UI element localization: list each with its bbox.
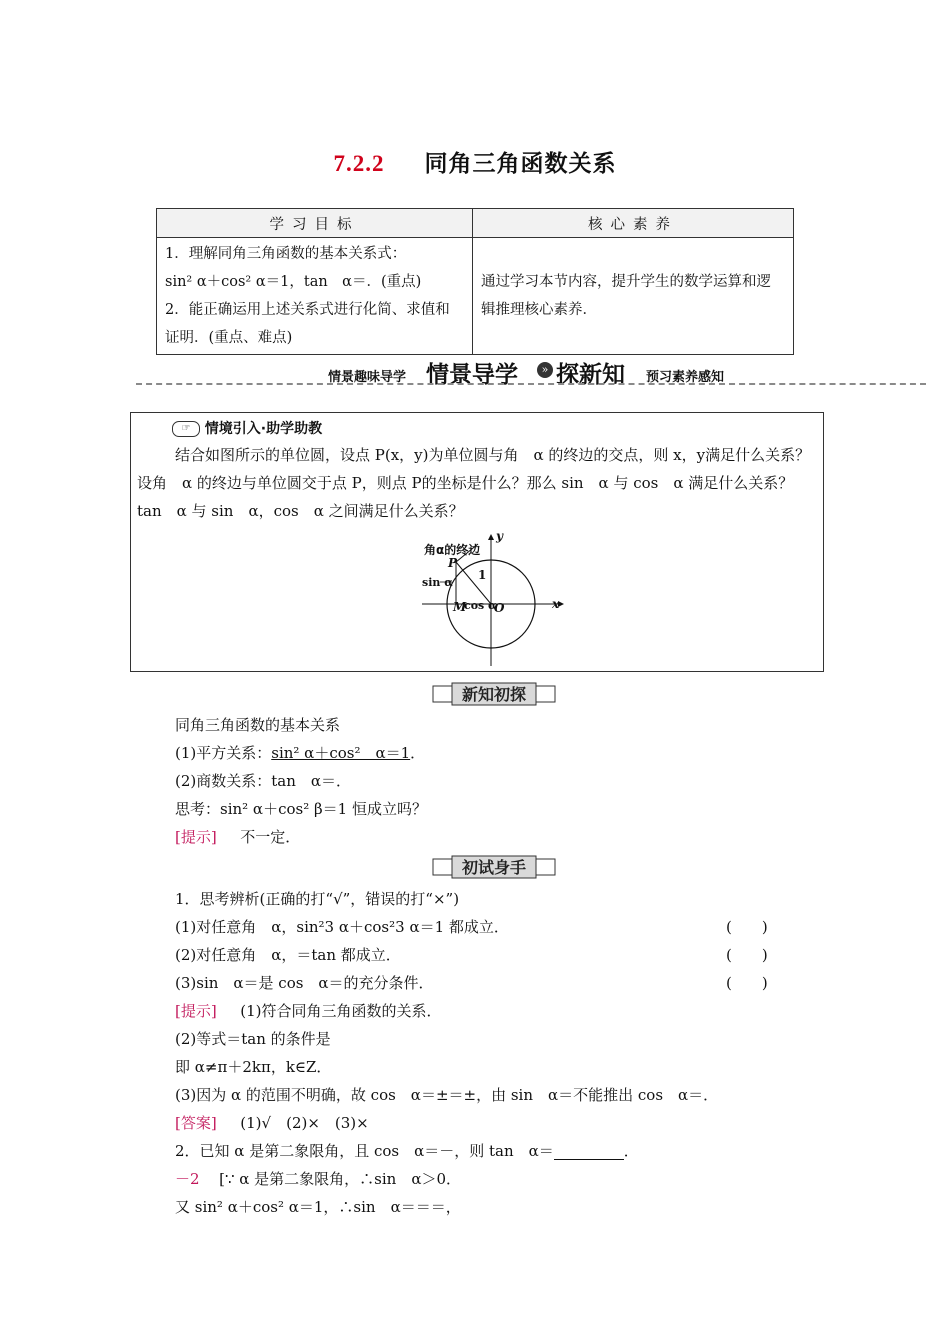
square-relation-formula: sin² α＋cos² α＝1	[271, 744, 411, 762]
xinzhi-header-label: 新知初探	[461, 685, 526, 704]
question-2-text: 2．已知 α 是第二象限角，且 cos α＝－，则 tan α＝	[175, 1142, 554, 1160]
xinzhi-header	[432, 682, 556, 706]
solution-line-2: 又 sin² α＋cos² α＝1，∴sin α＝＝＝，	[175, 1198, 461, 1216]
hint-1	[175, 1000, 442, 1021]
intro-badge	[172, 418, 322, 438]
answer-blank	[554, 1145, 624, 1160]
radius-one-label: 1	[478, 568, 487, 582]
question-2	[175, 1140, 639, 1161]
section-number: 7.2.2	[333, 151, 385, 176]
answer-paren-3: ( )	[726, 974, 768, 992]
sin-alpha-label: sin α	[422, 576, 453, 589]
answer-paren-1: ( )	[726, 918, 768, 936]
point-p-label: P	[448, 556, 458, 570]
hint-tag: [提示]	[175, 828, 217, 846]
xinzhi-hint	[175, 826, 300, 847]
terminal-side-label: 角α的终边	[424, 543, 481, 557]
goals-table	[156, 208, 794, 355]
answer-tag: [答案]	[175, 1114, 217, 1132]
hint-4: (3)因为 α 的范围不明确，故 cos α＝±＝±，由 sin α＝不能推出 cos α＝．	[175, 1086, 719, 1104]
origin-label: O	[494, 601, 505, 615]
goal-line-3: 2．能正确运用上述关系式进行化简、求值和证明．(重点、难点)	[165, 302, 450, 346]
question-1b: (2)对任意角 α，＝tan 都成立．	[175, 946, 401, 964]
xinzhi-line-3: (2)商数关系：tan α＝．	[175, 772, 352, 790]
square-relation-label: (1)平方关系：	[175, 744, 272, 762]
question-1a: (1)对任意角 α，sin²3 α＋cos²3 α＝1 都成立．	[175, 918, 509, 936]
hint-1-text: (1)符合同角三角函数的关系．	[240, 1002, 442, 1020]
arrow-circle-icon: »	[537, 362, 553, 378]
solution-line-1-text: [∵ α 是第二象限角，∴sin α＞0．	[219, 1170, 462, 1188]
chushi-header-label: 初试身手	[461, 858, 526, 877]
hint-tag: [提示]	[175, 1002, 217, 1020]
question-2-end: ．	[623, 1142, 639, 1160]
answer-text: (1)√ (2)× (3)×	[240, 1114, 369, 1132]
answer-paren-2: ( )	[726, 946, 768, 964]
banner-left-text: 情景趣味导学	[328, 370, 407, 385]
goals-header: 学习目标	[157, 209, 473, 238]
y-axis-label: y	[496, 529, 503, 543]
hand-pointer-icon: ☞	[172, 421, 200, 437]
intro-badge-label: 情境引入·助学助教	[204, 421, 323, 437]
answer-line	[175, 1112, 369, 1133]
cos-alpha-label: cos α	[464, 599, 497, 612]
hint-3: 即 α≠π＋2kπ，k∈Z．	[175, 1058, 332, 1076]
literacy-cell: 通过学习本节内容，提升学生的数学运算和逻辑推理核心素养．	[473, 238, 794, 355]
xinzhi-line-4: 思考：sin² α＋cos² β＝1 恒成立吗？	[175, 800, 427, 818]
hint-text: 不一定．	[240, 828, 301, 846]
chushi-header	[432, 855, 556, 879]
xinzhi-line-1: 同角三角函数的基本关系	[175, 716, 341, 734]
intro-text: 结合如图所示的单位圆，设点 P(x，y)为单位圆与角 α 的终边的交点，则 x，y满足什么关系？设角 α 的终边与单位圆交于点 P，则点 P的坐标是什么？那么 sin α 与 cos α 满足什么关系？tan α 与 sin α，cos α 之间满足什么关系？	[137, 446, 811, 520]
xinzhi-line-2	[175, 742, 425, 763]
square-relation-period: ．	[410, 744, 426, 762]
banner-main-2: 探新知	[556, 362, 625, 388]
banner-right-text: 预习素养感知	[646, 370, 725, 385]
goals-cell	[157, 238, 473, 355]
literacy-header: 核心素养	[473, 209, 794, 238]
question-1c: (3)sin α＝是 cos α＝的充分条件．	[175, 974, 434, 992]
solution-answer: －2	[175, 1170, 200, 1188]
question-1: 1．思考辨析(正确的打“√”，错误的打“×”)	[175, 890, 460, 908]
y-axis-arrow-icon	[488, 534, 494, 540]
banner-main-1: 情景导学	[426, 362, 518, 388]
dashed-divider	[136, 383, 926, 385]
goal-line-2: sin² α＋cos² α＝1，tan α＝．(重点)	[165, 274, 422, 290]
section-title: 同角三角函数关系	[424, 150, 617, 177]
page-title	[0, 145, 950, 178]
solution-line-1	[175, 1168, 461, 1189]
hint-2: (2)等式＝tan 的条件是	[175, 1030, 331, 1048]
x-axis-label: x	[552, 597, 560, 611]
point-m-label: M	[453, 600, 467, 614]
goal-line-1: 1．理解同角三角函数的基本关系式：	[165, 246, 407, 262]
